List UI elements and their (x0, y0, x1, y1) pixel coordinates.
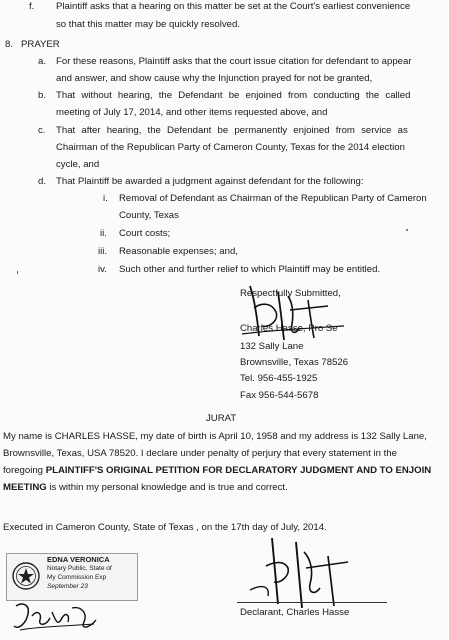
declarant-signature-line (237, 602, 387, 603)
subitem-iii-label: iii. (98, 246, 108, 257)
jurat-petition-title: PLAINTIFF'S ORIGINAL PETITION FOR DECLARATORY JUDGMENT AND TO ENJOIN (45, 465, 432, 476)
jurat-line-3 (3, 464, 431, 477)
jurat-line-1: My name is CHARLES HASSE, my date of birth is April 10, 1958 and my address is 132 Sally Lane, (3, 431, 427, 442)
closing-text: Respectfully Submitted, (240, 288, 341, 299)
signer-name: Charles Hasse, Pro Se (240, 323, 338, 334)
prayer-number: 8. (5, 39, 14, 50)
notary-seal-star-icon (11, 561, 41, 591)
prayer-heading: PRAYER (21, 39, 60, 50)
jurat-line-4-rest: is within my personal knowledge and is true and correct. (49, 482, 288, 493)
address-line-1: 132 Sally Lane (240, 341, 304, 352)
subitem-iii-line-1: Reasonable expenses; and, (119, 246, 238, 257)
address-line-2: Brownsville, Texas 78526 (240, 357, 349, 368)
prayer-item-c-line-3: cycle, and (56, 159, 100, 170)
item-f-line-2: so that this matter may be quickly resolved. (56, 19, 240, 30)
notary-expiry: September 23 (47, 583, 88, 590)
scan-speck (17, 271, 18, 274)
attorney-signature (232, 278, 352, 348)
notary-title: Notary Public, State of (47, 565, 112, 572)
jurat-heading: JURAT (206, 413, 237, 424)
notary-commission: My Commission Exp (47, 574, 107, 581)
jurat-line-3-start: foregoing (3, 465, 44, 476)
scan-speck (406, 229, 408, 231)
prayer-item-c-line-2: Chairman of the Republican Party of Cameron County, Texas for the 2014 election (56, 142, 405, 153)
declarant-label: Declarant, Charles Hasse (240, 607, 350, 618)
jurat-line-2: Brownsville, Texas, USA 78520. I declare under penalty of perjury that every statement in the (3, 448, 397, 459)
prayer-item-a-line-1: For these reasons, Plaintiff asks that the court issue citation for defendant to appear (56, 56, 412, 67)
subitem-i-line-1: Removal of Defendant as Chairman of the Republican Party of Cameron (119, 193, 427, 204)
executed-statement: Executed in Cameron County, State of Texas , on the 17th day of July, 2014. (3, 522, 327, 533)
prayer-item-d-line-1: That Plaintiff be awarded a judgment against defendant for the following: (56, 176, 364, 187)
subitem-i-line-2: County, Texas (119, 210, 179, 221)
fax-number: Fax 956-544-5678 (240, 390, 319, 401)
phone-number: Tel. 956-455-1925 (240, 373, 318, 384)
subitem-i-label: i. (103, 193, 108, 204)
subitem-ii-label: ii. (100, 228, 107, 239)
jurat-line-4 (3, 481, 288, 494)
item-f-line-1: Plaintiff asks that a hearing on this matter be set at the Court's earliest convenience (56, 1, 411, 12)
prayer-item-c-label: c. (38, 125, 46, 136)
subitem-ii-line-1: Court costs; (119, 228, 171, 239)
subitem-iv-label: iv. (98, 264, 107, 275)
item-f-label: f. (29, 1, 35, 12)
prayer-item-b-line-1: That without hearing, the Defendant be enjoined from conducting the called (56, 90, 411, 101)
subitem-iv-line-1: Such other and further relief to which Plaintiff may be entitled. (119, 264, 381, 275)
prayer-item-a-line-2: and answer, and show cause why the Injunction prayed for not be granted, (56, 73, 373, 84)
prayer-item-c-line-1: That after hearing, the Defendant be permanently enjoined from service as (56, 125, 408, 136)
prayer-item-b-label: b. (38, 90, 47, 101)
prayer-item-a-label: a. (38, 56, 47, 67)
prayer-item-d-label: d. (38, 176, 47, 187)
prayer-item-b-line-2: meeting of July 17, 2014, and other items requested above, and (56, 107, 328, 118)
notary-name: EDNA VERONICA (47, 555, 110, 564)
notary-signature (10, 596, 100, 636)
notary-stamp (6, 553, 138, 601)
jurat-petition-title-end: MEETING (3, 482, 47, 493)
